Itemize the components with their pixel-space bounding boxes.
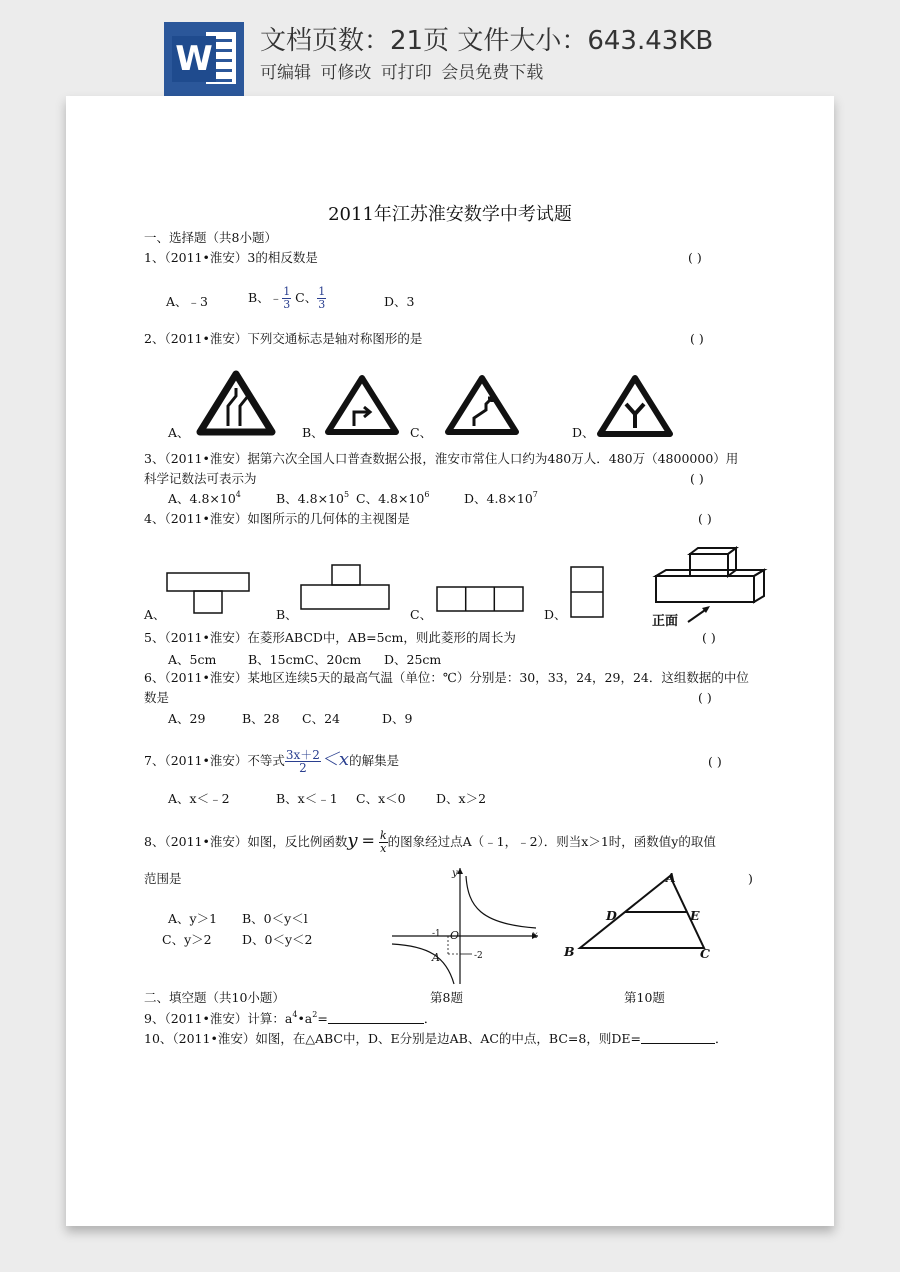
- q4-option-c-label: C、: [410, 607, 433, 622]
- question-1-stem: 1、（2011•淮安）3的相反数是: [144, 250, 318, 265]
- traffic-sign-d-icon: [596, 374, 674, 438]
- traffic-sign-a-icon: [196, 370, 276, 436]
- graph-x-label: x: [532, 930, 538, 941]
- q5-option-bc: B、15cmC、20cm: [248, 652, 362, 667]
- front-view-option-a-icon: [166, 572, 252, 616]
- q4-option-a-label: A、: [144, 607, 166, 622]
- section-2-heading: 二、填空题（共10小题）: [144, 990, 285, 1005]
- q1-option-a: A、﹣3: [166, 294, 208, 309]
- q2-option-b-label: B、: [302, 425, 324, 440]
- q3-option-a: A、$4.8\times 10^4$: [168, 490, 241, 506]
- question-8-stem: 8、（2011•淮安）如图，反比例函数y = $\frac{k}{x}$ 的图象经过点A（﹣1，﹣2）．则当x＞1时，函数值y的取值: [144, 829, 716, 855]
- front-view-option-d-icon: [570, 566, 606, 620]
- graph-neg1-label: -1: [432, 929, 441, 939]
- front-label: 正面: [652, 614, 679, 629]
- question-9-stem: 9、（2011•淮安）计算：$a^4•a^2=$ ．: [144, 1010, 437, 1026]
- q7-option-a: A、x＜﹣2: [168, 791, 230, 806]
- triangle-b-label: B: [564, 944, 575, 959]
- question-6-stem-cont: 数是: [144, 690, 170, 705]
- figure-8-caption: 第8题: [430, 990, 463, 1005]
- q4-option-d-label: D、: [544, 607, 567, 622]
- q3-option-c: C、$4.8\times 10^6$: [356, 490, 430, 506]
- question-8-stem-cont: 范围是: [144, 871, 182, 886]
- document-stats: 文档页数：21页 文件大小：643.43KB: [260, 26, 714, 56]
- q7-option-c: C、x＜0: [356, 791, 406, 806]
- q2-option-c-label: C、: [410, 425, 433, 440]
- front-view-option-c-icon: [436, 586, 526, 614]
- q8-option-a: A、y＞1: [168, 911, 218, 926]
- q10-answer-blank[interactable]: [641, 1032, 715, 1044]
- q6-option-d: D、9: [382, 711, 413, 726]
- q7-option-d: D、x＞2: [436, 791, 487, 806]
- q6-option-a: A、29: [168, 711, 206, 726]
- q6-option-c: C、24: [302, 711, 340, 726]
- question-10-stem: 10、（2011•淮安）如图，在△ABC中，D、E分别是边AB、AC的中点，BC=8，则DE= ．: [144, 1031, 728, 1046]
- q5-option-d: D、25cm: [384, 652, 442, 667]
- triangle-d-label: D: [606, 908, 617, 923]
- q6-option-b: B、28: [242, 711, 280, 726]
- q5-option-a: A、5cm: [168, 652, 217, 667]
- q4-option-b-label: B、: [276, 607, 298, 622]
- question-6-stem: 6、（2011•淮安）某地区连续5天的最高气温（单位：℃）分别是：30，33，24，29，24．这组数据的中位: [144, 670, 749, 685]
- q3-option-d: D、$4.8\times 10^7$: [464, 490, 538, 506]
- document-title: 2011年江苏淮安数学中考试题: [328, 204, 572, 225]
- triangle-c-label: C: [700, 946, 710, 961]
- question-5-answer-paren: ( ): [702, 630, 716, 645]
- q9-answer-blank[interactable]: [328, 1012, 424, 1024]
- question-8-answer-paren: ): [748, 871, 753, 886]
- graph-neg2-label: -2: [474, 951, 483, 961]
- q1-option-d: D、3: [384, 294, 415, 309]
- question-1-answer-paren: ( ): [688, 250, 702, 265]
- question-3-stem: 3、（2011•淮安）据第六次全国人口普查数据公报，淮安市常住人口约为480万人．480万（4800000）用: [144, 451, 739, 466]
- q2-option-d-label: D、: [572, 425, 595, 440]
- question-2-answer-paren: ( ): [690, 331, 704, 346]
- q8-option-c: C、y＞2: [162, 932, 212, 947]
- q3-option-b: B、$4.8\times 10^5$: [276, 490, 350, 506]
- question-3-stem-cont: 科学记数法可表示为: [144, 471, 257, 486]
- question-4-answer-paren: ( ): [698, 511, 712, 526]
- question-2-stem: 2、（2011•淮安）下列交通标志是轴对称图形的是: [144, 331, 423, 346]
- word-icon-letter: W: [172, 36, 216, 82]
- graph-point-a-label: A: [432, 951, 440, 964]
- inverse-function-graph: [388, 866, 544, 988]
- document-info-header: [0, 0, 900, 100]
- question-7-answer-paren: ( ): [708, 754, 722, 769]
- document-page: [66, 96, 834, 1226]
- word-document-icon: [164, 22, 244, 96]
- q7-option-b: B、x＜﹣1: [276, 791, 338, 806]
- section-1-heading: 一、选择题（共8小题）: [144, 230, 277, 245]
- q8-option-b: B、0＜y＜l: [242, 911, 308, 926]
- question-7-stem: 7、（2011•淮安）不等式 $\frac{3x+2}{2}$ ＜x的解集是: [144, 748, 400, 775]
- triangle-e-label: E: [690, 908, 700, 923]
- graph-y-label: y: [452, 868, 458, 879]
- traffic-sign-c-icon: [444, 374, 520, 436]
- figure-10-caption: 第10题: [624, 990, 665, 1005]
- question-6-answer-paren: ( ): [698, 690, 712, 705]
- front-view-option-b-icon: [300, 564, 392, 612]
- question-4-stem: 4、（2011•淮安）如图所示的几何体的主视图是: [144, 511, 410, 526]
- question-5-stem: 5、（2011•淮安）在菱形ABCD中，AB=5cm，则此菱形的周长为: [144, 630, 516, 645]
- document-features: 可编辑 可修改 可打印 会员免费下载: [260, 63, 544, 83]
- question-3-answer-paren: ( ): [690, 471, 704, 486]
- q1-option-b: B、﹣ $\frac{1}{3}$ C、 $\frac{1}{3}$: [248, 285, 326, 311]
- triangle-a-label: A: [666, 870, 676, 885]
- graph-origin-label: O: [450, 929, 460, 942]
- traffic-sign-b-icon: [324, 374, 400, 436]
- q8-option-d: D、0＜y＜2: [242, 932, 313, 947]
- q2-option-a-label: A、: [168, 425, 190, 440]
